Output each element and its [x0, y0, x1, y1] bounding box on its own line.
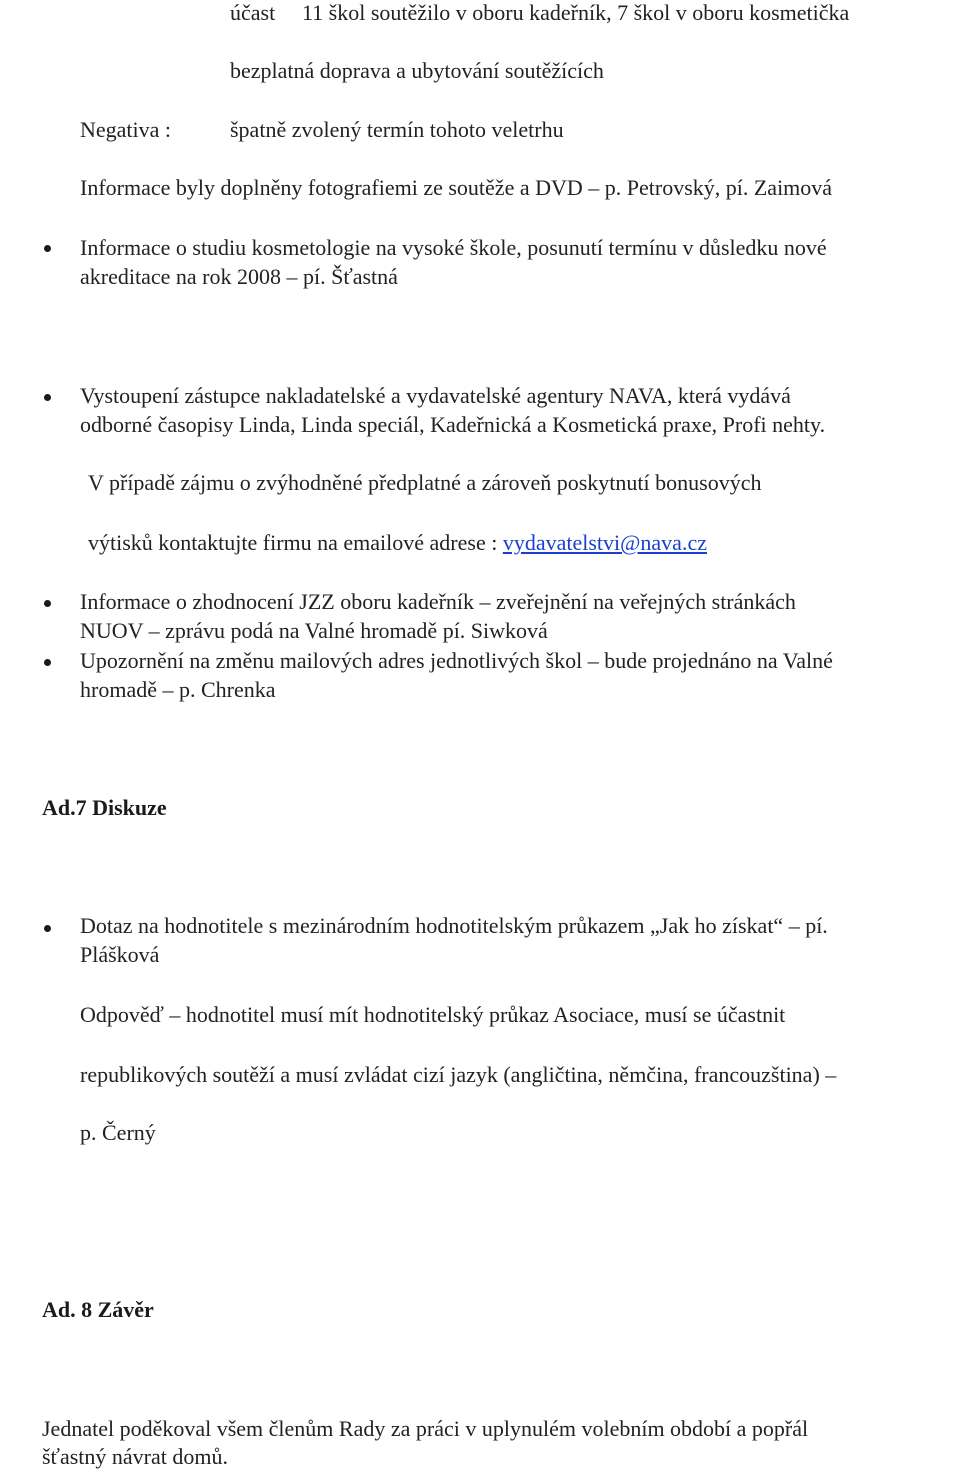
nava-line-4 — [88, 530, 707, 556]
nava-line-1: Vystoupení zástupce nakladatelské a vydavatelské agentury NAVA, která vydává — [80, 383, 791, 408]
bullet-icon — [44, 600, 51, 607]
upozorneni-line-1: Upozornění na změnu mailových adres jednotlivých škol – bude projednáno na Valné — [80, 648, 833, 673]
zaver-line-1: Jednatel poděkoval všem členům Rady za práci v uplynulém volebním období a popřál — [42, 1416, 809, 1441]
zaver-line-2: šťastný návrat domů. — [42, 1444, 228, 1469]
bullet-icon — [44, 925, 51, 932]
studium-line-1: Informace o studiu kosmetologie na vysoké škole, posunutí termínu v důsledku nové — [80, 235, 827, 260]
nava-line-3: V případě zájmu o zvýhodněné předplatné a zároveň poskytnutí bonusových — [88, 470, 762, 495]
informace-foto-text: Informace byly doplněny fotografiemi ze soutěže a DVD – p. Petrovský, pí. Zaimová — [80, 175, 833, 200]
ad8-heading: Ad. 8 Závěr — [42, 1297, 154, 1322]
odpoved-line-2: republikových soutěží a musí zvládat cizí jazyk (angličtina, němčina, francouzština) – — [80, 1062, 837, 1087]
studium-line-2: akreditace na rok 2008 – pí. Šťastná — [80, 264, 398, 289]
ucast-text: 11 škol soutěžilo v oboru kadeřník, 7 škol v oboru kosmetička — [302, 0, 850, 25]
nava-line-2: odborné časopisy Linda, Linda speciál, Kadeřnická a Kosmetická praxe, Profi nehty. — [80, 412, 826, 437]
dotaz-line-1: Dotaz na hodnotitele s mezinárodním hodnotitelským průkazem „Jak ho získat“ – pí. — [80, 913, 828, 938]
odpoved-line-1: Odpověď – hodnotitel musí mít hodnotitelský průkaz Asociace, musí se účastnit — [80, 1002, 786, 1027]
nava-email-link[interactable]: vydavatelstvi@nava.cz — [502, 530, 707, 555]
dotaz-line-2: Plášková — [80, 942, 160, 967]
bullet-icon — [44, 659, 51, 666]
upozorneni-line-2: hromadě – p. Chrenka — [80, 677, 276, 702]
odpoved-line-3: p. Černý — [80, 1120, 156, 1145]
nava-email-prefix: výtisků kontaktujte firmu na emailové adrese : — [88, 530, 498, 555]
negativa-label: Negativa : — [80, 117, 172, 142]
jzz-line-2: NUOV – zprávu podá na Valné hromadě pí. Siwková — [80, 618, 548, 643]
bullet-icon — [44, 394, 51, 401]
ad7-heading: Ad.7 Diskuze — [42, 795, 167, 820]
ucast-label: účast — [230, 0, 276, 25]
doprava-text: bezplatná doprava a ubytování soutěžících — [230, 58, 604, 83]
jzz-line-1: Informace o zhodnocení JZZ oboru kadeřník – zveřejnění na veřejných stránkách — [80, 589, 796, 614]
bullet-icon — [44, 245, 51, 252]
negativa-text: špatně zvolený termín tohoto veletrhu — [230, 117, 564, 142]
